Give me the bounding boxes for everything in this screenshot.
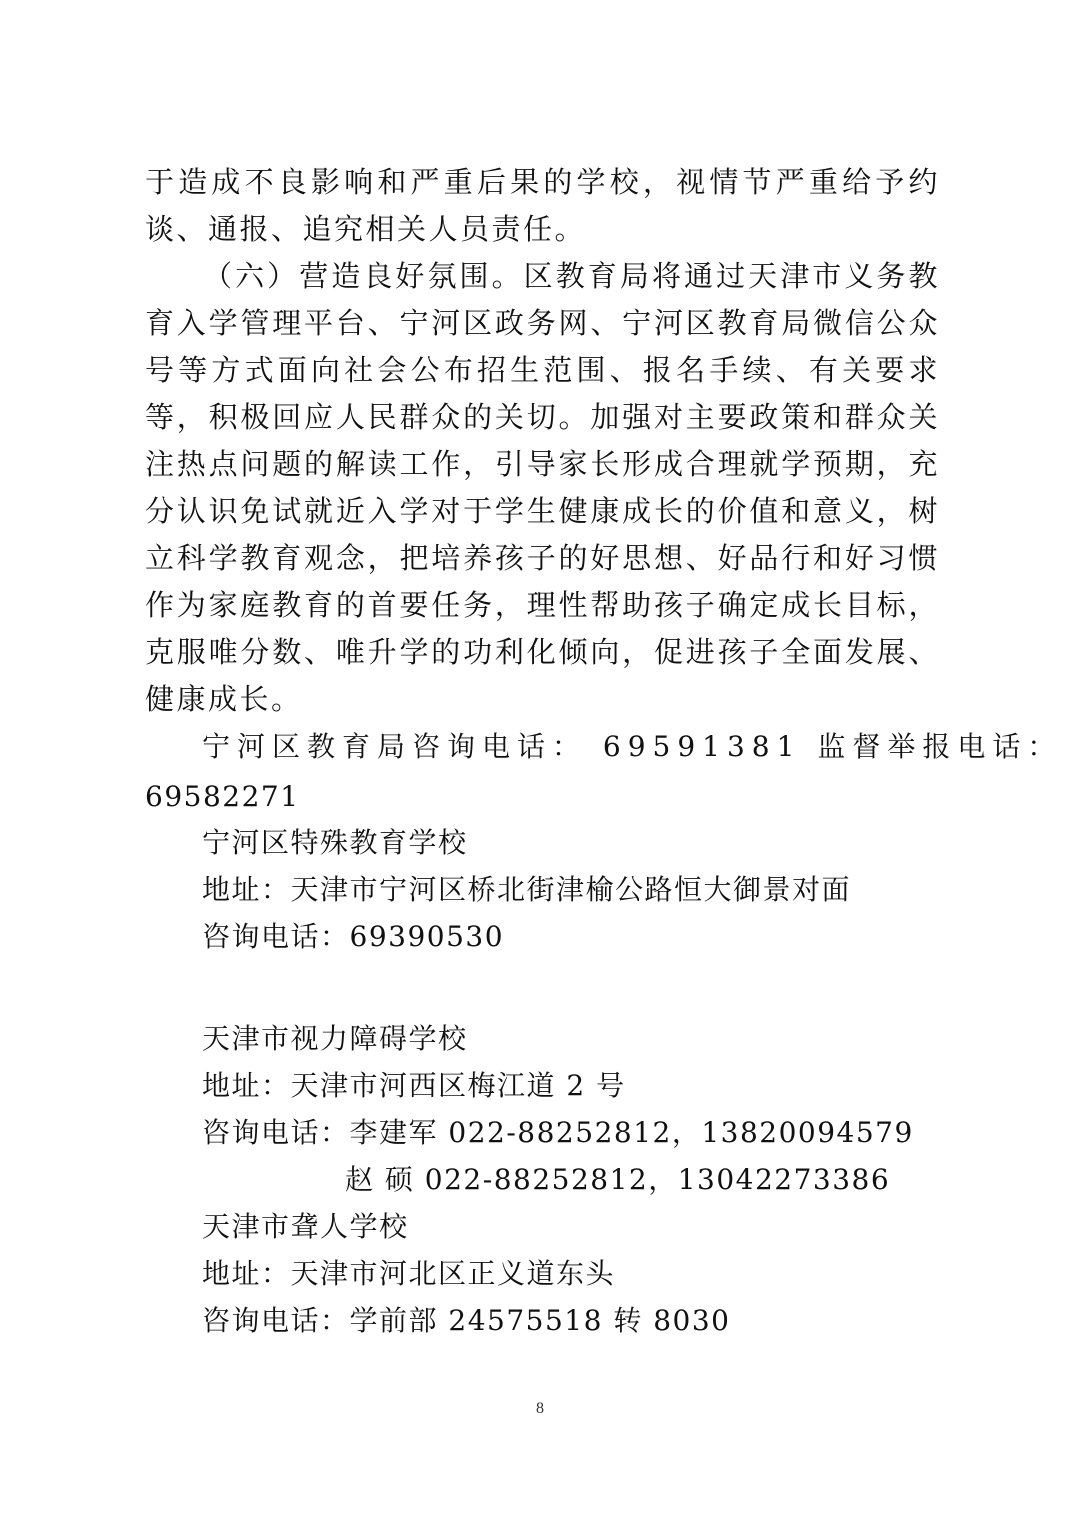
school-3-address: 地址：天津市河北区正义道东头	[202, 1257, 616, 1290]
school-3-phone: 咨询电话：学前部 24575518 转 8030	[202, 1304, 731, 1337]
paragraph-section-6: （六）营造良好氛围。区教育局将通过天津市义务教育入学管理平台、宁河区政务网、宁河区教育局微信公众号等方式面向社会公布招生范围、报名手续、有关要求等，积极回应人民群众的关切。加强对主要政策和群众关注热点问题的解读工作，引导家长形成合理就学预期，充分认识免试就近入学对于学生健康成长的价值和意义，树立科学教育观念，把培养孩子的好思想、好品行和好习惯作为家庭教育的首要任务，理性帮助孩子确定成长目标，克服唯分数、唯升学的功利化倾向，促进孩子全面发展、健康成长。	[145, 259, 940, 716]
school-2-name: 天津市视力障碍学校	[202, 1022, 468, 1055]
school-2-phone-1: 咨询电话：李建军 022-88252812，13820094579	[202, 1116, 914, 1149]
hotline-line-2: 69582271	[145, 780, 300, 813]
hotline-line-1: 宁河区教育局咨询电话： 69591381 监督举报电话：	[202, 730, 1063, 763]
school-3-name: 天津市聋人学校	[202, 1210, 409, 1243]
paragraph-continuation: 于造成不良影响和严重后果的学校，视情节严重给予约谈、通报、追究相关人员责任。	[145, 165, 940, 246]
school-1-name: 宁河区特殊教育学校	[202, 826, 468, 859]
school-2-address: 地址：天津市河西区梅江道 2 号	[202, 1069, 626, 1102]
page-number: 8	[536, 1400, 544, 1417]
school-2-phone-2: 赵 硕 022-88252812，13042273386	[345, 1163, 891, 1196]
school-1-address: 地址：天津市宁河区桥北街津榆公路恒大御景对面	[202, 873, 852, 906]
school-1-phone: 咨询电话：69390530	[202, 920, 505, 953]
